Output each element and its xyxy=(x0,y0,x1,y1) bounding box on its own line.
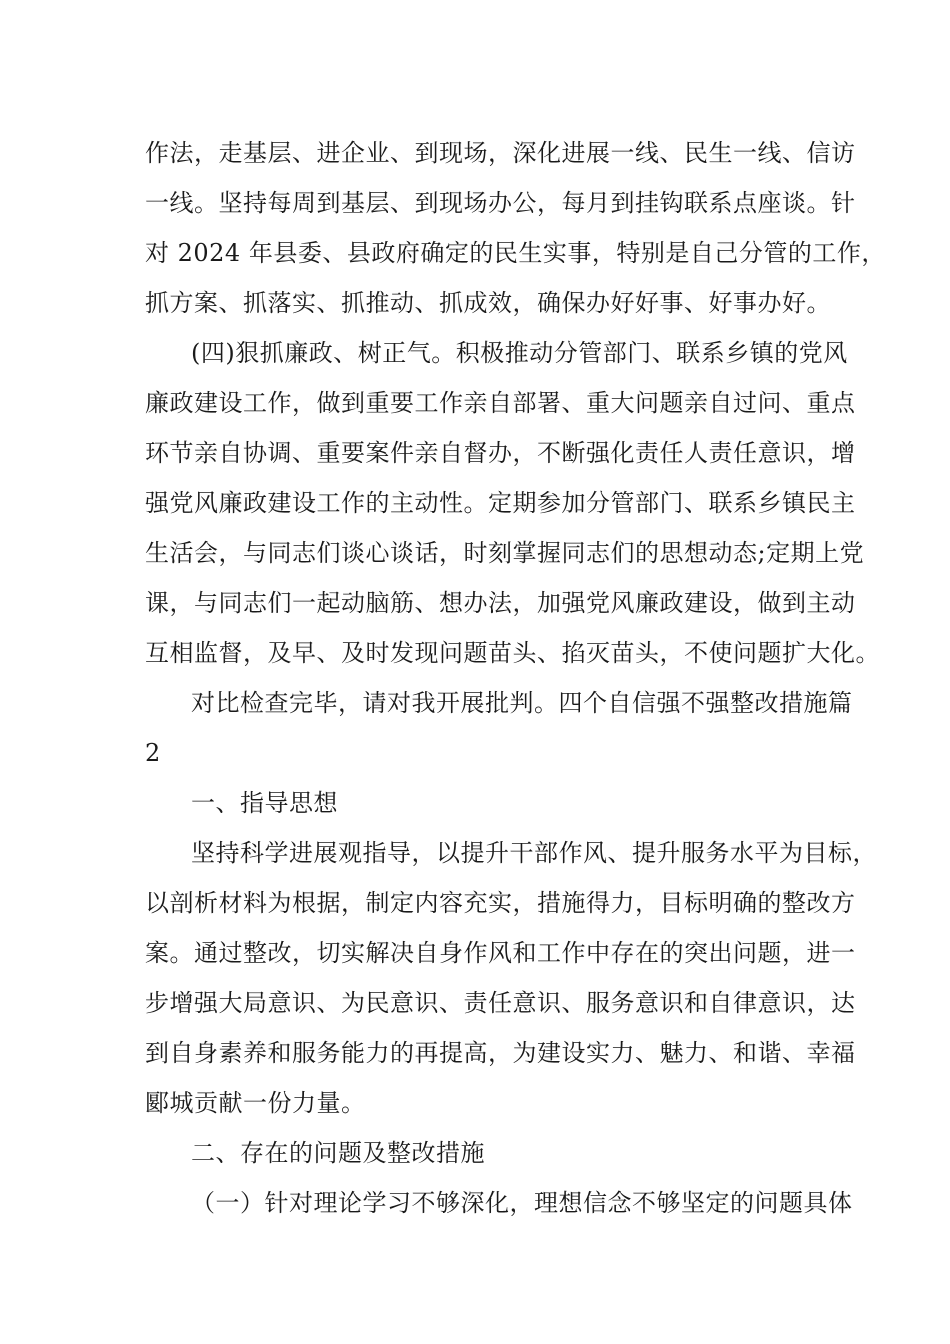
text-line: 廉政建设工作，做到重要工作亲自部署、重大问题亲自过问、重点 xyxy=(145,389,856,417)
text-line: 2 xyxy=(145,739,161,767)
heading-problems-and-measures: 二、存在的问题及整改措施 xyxy=(191,1139,485,1167)
text-line: 以剖析材料为根据，制定内容充实，措施得力，目标明确的整改方 xyxy=(145,889,856,917)
text-line: 生活会，与同志们谈心谈话，时刻掌握同志们的思想动态;定期上党 xyxy=(145,539,865,567)
text-line: （一）针对理论学习不够深化，理想信念不够坚定的问题具体 xyxy=(191,1189,853,1217)
text-line: 郾城贡献一份力量。 xyxy=(145,1089,366,1117)
text-line: 案。通过整改，切实解决自身作风和工作中存在的突出问题，进一 xyxy=(145,939,856,967)
closing-line: 对比检查完毕，请对我开展批判。四个自信强不强整改措施篇 xyxy=(191,689,853,717)
text-line: 作法，走基层、进企业、到现场，深化进展一线、民生一线、信访 xyxy=(145,139,856,167)
text-line: 强党风廉政建设工作的主动性。定期参加分管部门、联系乡镇民主 xyxy=(145,489,856,517)
text-line: 到自身素养和服务能力的再提高，为建设实力、魅力、和谐、幸福 xyxy=(145,1039,856,1067)
text-line: 对 2024 年县委、县政府确定的民生实事，特别是自己分管的工作， xyxy=(145,239,886,267)
heading-guiding-thought: 一、指导思想 xyxy=(191,789,338,817)
text-line: 坚持科学进展观指导，以提升干部作风、提升服务水平为目标， xyxy=(191,839,877,867)
text-line: 抓方案、抓落实、抓推动、抓成效，确保办好好事、好事办好。 xyxy=(145,289,831,317)
text-line: 步增强大局意识、为民意识、责任意识、服务意识和自律意识，达 xyxy=(145,989,856,1017)
text-line: 环节亲自协调、重要案件亲自督办，不断强化责任人责任意识，增 xyxy=(145,439,856,467)
section-four-heading-line: (四)狠抓廉政、树正气。积极推动分管部门、联系乡镇的党风 xyxy=(191,339,848,367)
text-line: 一线。坚持每周到基层、到现场办公，每月到挂钩联系点座谈。针 xyxy=(145,189,856,217)
text-line: 课，与同志们一起动脑筋、想办法，加强党风廉政建设，做到主动 xyxy=(145,589,856,617)
text-line: 互相监督，及早、及时发现问题苗头、掐灭苗头，不使问题扩大化。 xyxy=(145,639,880,667)
